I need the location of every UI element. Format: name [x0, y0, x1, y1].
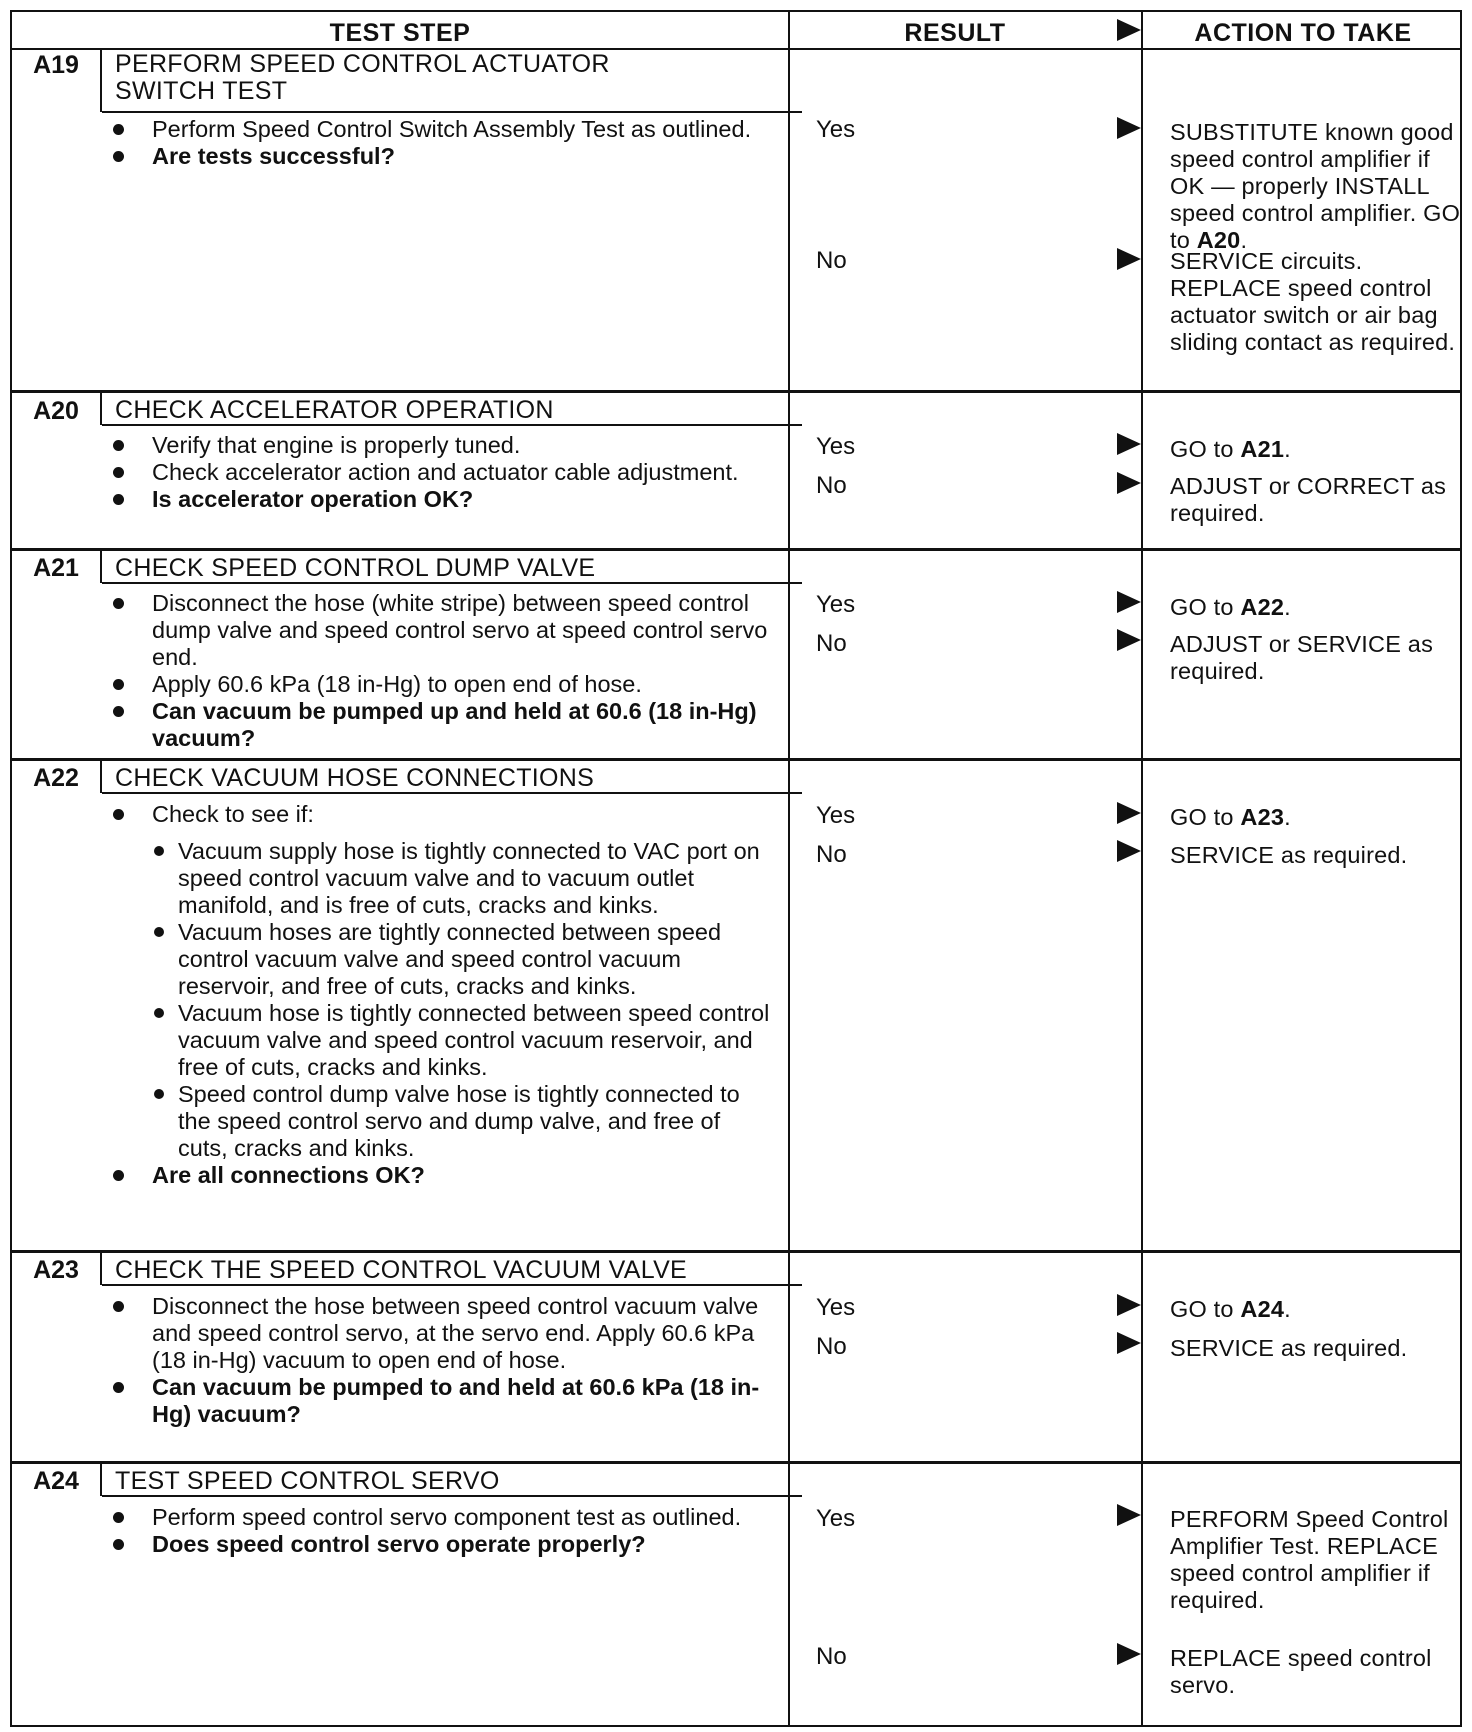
- bullet-icon: [154, 1008, 164, 1018]
- bullet-question: Is accelerator operation OK?: [110, 486, 770, 513]
- bullet-icon: [154, 1089, 164, 1099]
- sub-bullet-item: Vacuum supply hose is tightly connected to VAC port on speed control vacuum valve and to vacuum outlet manifold, and is free of cuts, cracks and kinks.: [110, 838, 770, 919]
- row-divider: [12, 548, 1462, 551]
- bullet-item: Verify that engine is properly tuned.: [110, 432, 770, 459]
- row-divider: [12, 758, 1462, 761]
- result-yes-a23: Yes: [816, 1294, 856, 1321]
- result-no-a19: No: [816, 247, 847, 274]
- step-title-a23: CHECK THE SPEED CONTROL VACUUM VALVE: [115, 1256, 688, 1284]
- result-no-a20: No: [816, 472, 847, 499]
- header-arrow-icon: [1117, 19, 1141, 41]
- step-id-a19: A19: [33, 51, 79, 79]
- title-divider: [100, 1253, 102, 1285]
- step-title-a21: CHECK SPEED CONTROL DUMP VALVE: [115, 554, 596, 582]
- title-underline: [102, 792, 802, 794]
- arrow-icon: [1117, 1504, 1141, 1526]
- bullet-icon: [113, 1539, 124, 1550]
- title-underline: [102, 1495, 802, 1497]
- bullet-question: Can vacuum be pumped to and held at 60.6 kPa (18 in-Hg) vacuum?: [110, 1374, 770, 1428]
- result-no-a23: No: [816, 1333, 847, 1360]
- step-id-a24: A24: [33, 1467, 79, 1495]
- bullet-item: Apply 60.6 kPa (18 in-Hg) to open end of hose.: [110, 671, 770, 698]
- row-divider: [12, 1250, 1462, 1253]
- action-no-a20: ADJUST or CORRECT as required.: [1170, 473, 1447, 526]
- step-id-a23: A23: [33, 1256, 79, 1284]
- bullet-item: Disconnect the hose (white stripe) between speed control dump valve and speed control servo at speed control servo end.: [110, 590, 770, 671]
- bullet-icon: [154, 927, 164, 937]
- title-divider: [100, 393, 102, 425]
- action-no-a22: SERVICE as required.: [1170, 842, 1408, 868]
- title-divider: [100, 761, 102, 793]
- column-divider: [1141, 12, 1143, 1725]
- action-yes-a24: PERFORM Speed Control Amplifier Test. REPLACE speed control amplifier if required.: [1170, 1506, 1449, 1613]
- bullet-icon: [113, 706, 124, 717]
- arrow-icon: [1117, 591, 1141, 613]
- arrow-icon: [1117, 433, 1141, 455]
- action-yes-a19: SUBSTITUTE known good speed control amplifier if OK — properly INSTALL speed control amplifier. GO to A20.: [1170, 119, 1461, 253]
- header-result: RESULT: [904, 19, 1006, 47]
- bullet-item: Disconnect the hose between speed control vacuum valve and speed control servo, at the servo end. Apply 60.6 kPa (18 in-Hg) vacuum to open end of hose.: [110, 1293, 770, 1374]
- bullet-icon: [113, 809, 124, 820]
- result-no-a21: No: [816, 630, 847, 657]
- arrow-icon: [1117, 802, 1141, 824]
- result-yes-a19: Yes: [816, 116, 856, 143]
- bullet-item: Perform speed control servo component test as outlined.: [110, 1504, 770, 1531]
- result-yes-a24: Yes: [816, 1505, 856, 1532]
- step-body-a22: [110, 801, 770, 1189]
- title-underline: [102, 424, 802, 426]
- action-yes-a21: GO to A22.: [1170, 594, 1291, 620]
- bullet-icon: [113, 440, 124, 451]
- sub-bullet-item: Vacuum hose is tightly connected between speed control vacuum valve and speed control vacuum reservoir, and free of cuts, cracks and kinks.: [110, 1000, 770, 1081]
- arrow-icon: [1117, 117, 1141, 139]
- step-title-a19: PERFORM SPEED CONTROL ACTUATOR SWITCH TEST: [115, 50, 610, 105]
- step-body-a23: [110, 1293, 770, 1428]
- bullet-icon: [113, 679, 124, 690]
- bullet-icon: [113, 1170, 124, 1181]
- action-no-a19: SERVICE circuits. REPLACE speed control actuator switch or air bag sliding contact as required.: [1170, 248, 1456, 355]
- action-no-a21: ADJUST or SERVICE as required.: [1170, 631, 1434, 684]
- title-divider: [100, 50, 102, 112]
- action-yes-a22: GO to A23.: [1170, 804, 1291, 830]
- result-no-a24: No: [816, 1643, 847, 1670]
- step-title-a24: TEST SPEED CONTROL SERVO: [115, 1467, 500, 1495]
- bullet-item: Perform Speed Control Switch Assembly Test as outlined.: [110, 116, 770, 143]
- result-yes-a22: Yes: [816, 802, 856, 829]
- bullet-icon: [113, 1301, 124, 1312]
- action-yes-a23: GO to A24.: [1170, 1296, 1291, 1322]
- bullet-item: Check to see if:: [110, 801, 770, 828]
- step-body-a20: [110, 432, 770, 513]
- bullet-icon: [113, 467, 124, 478]
- result-yes-a21: Yes: [816, 591, 856, 618]
- action-no-a23: SERVICE as required.: [1170, 1335, 1408, 1361]
- bullet-item: Check accelerator action and actuator cable adjustment.: [110, 459, 770, 486]
- bullet-icon: [113, 124, 124, 135]
- column-divider: [788, 12, 790, 1725]
- step-body-a21: [110, 590, 770, 752]
- arrow-icon: [1117, 472, 1141, 494]
- sub-bullet-item: Speed control dump valve hose is tightly connected to the speed control servo and dump valve, and free of cuts, cracks and kinks.: [110, 1081, 770, 1162]
- bullet-icon: [113, 1512, 124, 1523]
- title-underline: [102, 111, 802, 113]
- header-test-step: TEST STEP: [329, 19, 471, 47]
- arrow-icon: [1117, 840, 1141, 862]
- arrow-icon: [1117, 1643, 1141, 1665]
- result-no-a22: No: [816, 841, 847, 868]
- step-body-a19: [110, 116, 770, 170]
- bullet-question: Are tests successful?: [110, 143, 770, 170]
- step-title-a22: CHECK VACUUM HOSE CONNECTIONS: [115, 764, 595, 792]
- title-underline: [102, 1284, 802, 1286]
- arrow-icon: [1117, 248, 1141, 270]
- step-body-a24: [110, 1504, 770, 1558]
- row-divider: [12, 390, 1462, 393]
- bullet-icon: [113, 598, 124, 609]
- title-divider: [100, 1464, 102, 1496]
- row-divider: [12, 1461, 1462, 1464]
- action-no-a24: REPLACE speed control servo.: [1170, 1645, 1432, 1698]
- step-id-a21: A21: [33, 554, 79, 582]
- sub-bullet-item: Vacuum hoses are tightly connected between speed control vacuum valve and speed control vacuum reservoir, and free of cuts, cracks and kinks.: [110, 919, 770, 1000]
- header-action: ACTION TO TAKE: [1194, 19, 1412, 47]
- bullet-question: Can vacuum be pumped up and held at 60.6 (18 in-Hg) vacuum?: [110, 698, 770, 752]
- bullet-icon: [154, 846, 164, 856]
- bullet-icon: [113, 494, 124, 505]
- step-id-a20: A20: [33, 397, 79, 425]
- action-yes-a20: GO to A21.: [1170, 436, 1291, 462]
- title-divider: [100, 551, 102, 583]
- bullet-question: Does speed control servo operate properly?: [110, 1531, 770, 1558]
- bullet-icon: [113, 1382, 124, 1393]
- arrow-icon: [1117, 629, 1141, 651]
- step-title-a20: CHECK ACCELERATOR OPERATION: [115, 396, 554, 424]
- title-underline: [102, 582, 802, 584]
- arrow-icon: [1117, 1294, 1141, 1316]
- bullet-question: Are all connections OK?: [110, 1162, 770, 1189]
- diagnostic-table: [10, 10, 1462, 1727]
- step-id-a22: A22: [33, 764, 79, 792]
- arrow-icon: [1117, 1332, 1141, 1354]
- bullet-icon: [113, 151, 124, 162]
- result-yes-a20: Yes: [816, 433, 856, 460]
